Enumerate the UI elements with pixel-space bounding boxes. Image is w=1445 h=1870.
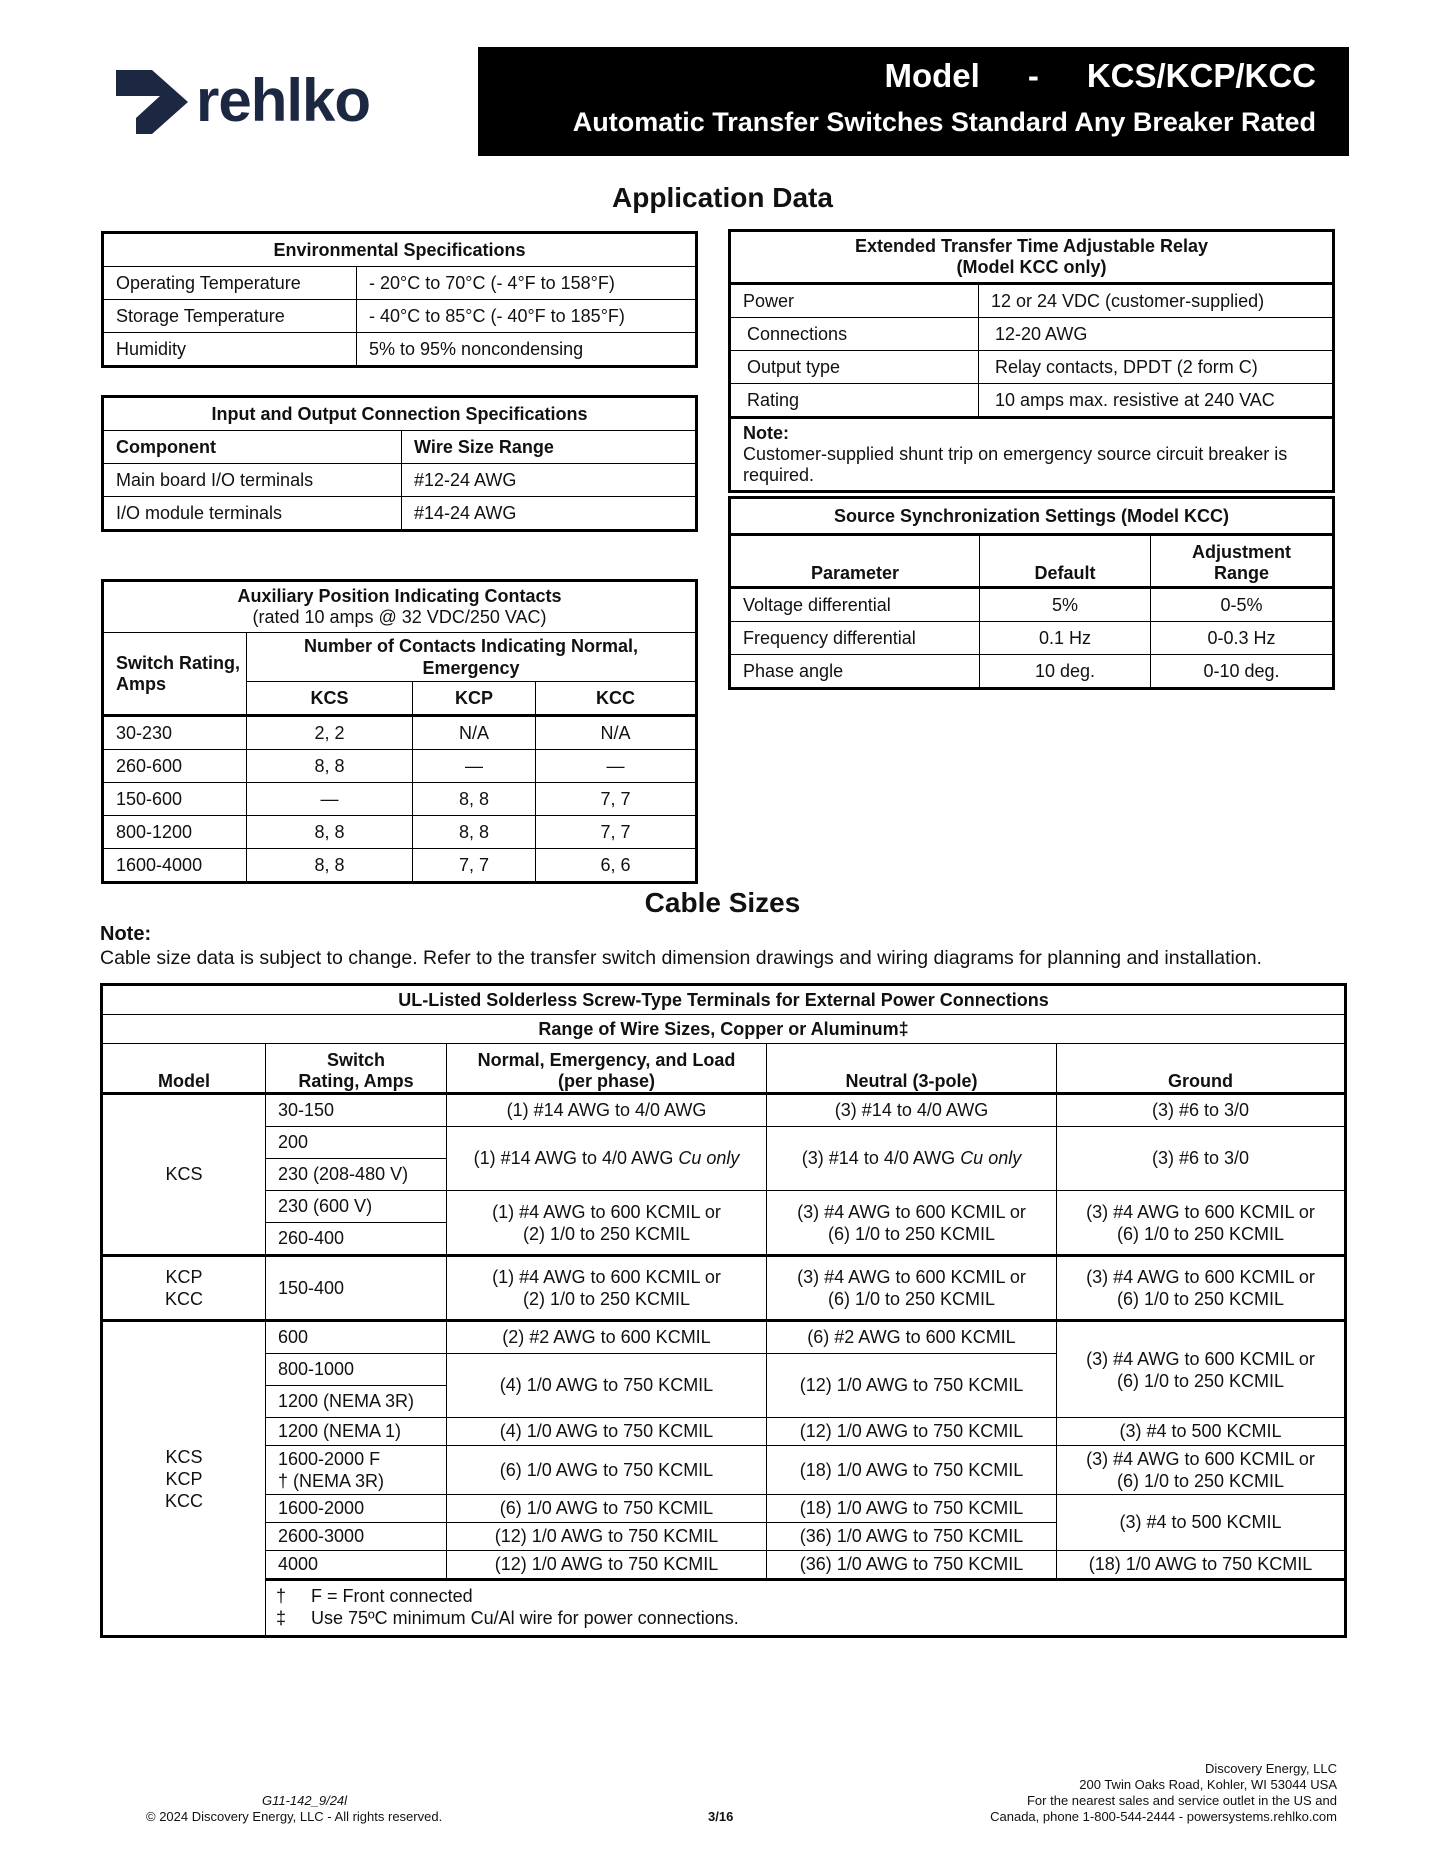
cable-neutral: (3) #4 AWG to 600 KCMIL or (6) 1/0 to 250 KCMIL <box>767 1191 1057 1256</box>
cable-rating: 1200 (NEMA 1) <box>266 1418 447 1446</box>
aux-contacts-table <box>101 579 698 884</box>
cable-rating: 1600-2000 F † (NEMA 3R) <box>266 1446 447 1495</box>
footnote: ‡ Use 75ºC minimum Cu/Al wire for power connections. <box>276 1608 739 1628</box>
relay-note <box>730 418 1334 492</box>
rehlko-logo-mark <box>112 66 192 138</box>
cable-rating: 4000 <box>266 1551 447 1580</box>
relay-title: Extended Transfer Time Adjustable Relay <box>854 236 1209 256</box>
cable-rating: 230 (600 V) <box>266 1191 447 1223</box>
cable-ground: (3) #4 AWG to 600 KCMIL or (6) 1/0 to 250 KCMIL <box>1057 1321 1346 1418</box>
cable-nel: (2) #2 AWG to 600 KCMIL <box>447 1321 767 1354</box>
cable-model: KCS KCP KCC <box>102 1321 266 1637</box>
cable-rating: 800-1000 <box>266 1354 447 1386</box>
table-row <box>102 1127 1346 1159</box>
relay-value: Relay contacts, DPDT (2 form C) <box>979 351 1334 384</box>
table-row <box>102 1191 1346 1223</box>
table-row <box>103 716 697 750</box>
header-subtitle: Automatic Transfer Switches Standard Any Breaker Rated <box>572 107 1316 137</box>
sync-header: Default <box>980 535 1151 588</box>
cable-rating: 30-150 <box>266 1094 447 1127</box>
aux-group-header: Number of Contacts Indicating Normal, Emergency <box>247 633 697 682</box>
env-label: Operating Temperature <box>103 267 357 300</box>
cable-neutral: (36) 1/0 AWG to 750 KCMIL <box>767 1523 1057 1551</box>
aux-cell: 8, 8 <box>247 750 413 783</box>
table-row <box>103 816 697 849</box>
cable-rating: 1600-2000 <box>266 1495 447 1523</box>
sync-cell: 0-0.3 Hz <box>1151 622 1334 655</box>
sync-cell: 10 deg. <box>980 655 1151 689</box>
table-row <box>103 750 697 783</box>
relay-title-sub: (Model KCC only) <box>956 257 1107 277</box>
table-row <box>102 1551 1346 1580</box>
aux-cell: 8, 8 <box>247 849 413 883</box>
env-title: Environmental Specifications <box>103 233 697 267</box>
io-header: Component <box>103 431 402 464</box>
footer-address: 200 Twin Oaks Road, Kohler, WI 53044 USA <box>1079 1777 1337 1792</box>
sync-title: Source Synchronization Settings (Model KCC) <box>730 498 1334 535</box>
cable-neutral: (3) #14 to 4/0 AWG Cu only <box>767 1127 1057 1191</box>
table-row <box>103 300 697 333</box>
io-header: Wire Size Range <box>402 431 697 464</box>
cable-neutral: (18) 1/0 AWG to 750 KCMIL <box>767 1495 1057 1523</box>
cable-nel: (1) #14 AWG to 4/0 AWG Cu only <box>447 1127 767 1191</box>
cable-header: Ground <box>1057 1044 1346 1094</box>
cable-note-text: Cable size data is subject to change. Refer to the transfer switch dimension drawings and wiring diagrams for planning and installation. <box>100 947 1262 969</box>
table-header-row <box>730 535 1334 588</box>
footer-contact <box>990 1761 1337 1825</box>
cable-neutral: (36) 1/0 AWG to 750 KCMIL <box>767 1551 1057 1580</box>
brand-logo-text: rehlko <box>196 67 371 134</box>
io-title: Input and Output Connection Specifications <box>103 397 697 431</box>
aux-cell: — <box>536 750 697 783</box>
table-header-row <box>102 1044 1346 1094</box>
aux-title: Auxiliary Position Indicating Contacts <box>237 586 562 606</box>
io-cell: Main board I/O terminals <box>103 464 402 497</box>
cable-ground: (3) #4 AWG to 600 KCMIL or (6) 1/0 to 250 KCMIL <box>1057 1446 1346 1495</box>
cable-model: KCS <box>102 1094 266 1256</box>
aux-cell: N/A <box>413 716 536 750</box>
relay-table <box>728 229 1335 493</box>
cable-ground: (3) #4 AWG to 600 KCMIL or (6) 1/0 to 250 KCMIL <box>1057 1256 1346 1321</box>
cable-header: Switch Rating, Amps <box>266 1044 447 1094</box>
page-number: 3/16 <box>708 1809 734 1824</box>
environmental-spec-table <box>101 231 698 368</box>
cable-ground: (3) #4 to 500 KCMIL <box>1057 1495 1346 1551</box>
cable-ground: (3) #6 to 3/0 <box>1057 1127 1346 1191</box>
table-row <box>103 849 697 883</box>
aux-cell: 8, 8 <box>247 816 413 849</box>
footer-contact-line: Canada, phone 1-800-544-2444 - powersystems.rehlko.com <box>990 1809 1337 1824</box>
cable-neutral: (12) 1/0 AWG to 750 KCMIL <box>767 1418 1057 1446</box>
aux-cell: N/A <box>536 716 697 750</box>
sync-cell: 0-5% <box>1151 588 1334 622</box>
aux-cell: 2, 2 <box>247 716 413 750</box>
io-cell: #14-24 AWG <box>402 497 697 531</box>
application-data-title: Application Data <box>612 182 833 213</box>
aux-caption <box>103 581 697 633</box>
aux-switch-header: Switch Rating, Amps <box>103 633 247 716</box>
cable-rating: 2600-3000 <box>266 1523 447 1551</box>
aux-cell: 8, 8 <box>413 816 536 849</box>
aux-cell: 6, 6 <box>536 849 697 883</box>
table-row <box>103 267 697 300</box>
footer-contact-line: For the nearest sales and service outlet in the US and <box>1026 1793 1337 1808</box>
table-row <box>102 1094 1346 1127</box>
table-row <box>102 1321 1346 1354</box>
aux-cell: 800-1200 <box>103 816 247 849</box>
table-row <box>102 1495 1346 1523</box>
table-row <box>103 783 697 816</box>
cable-neutral: (18) 1/0 AWG to 750 KCMIL <box>767 1446 1057 1495</box>
relay-label: Output type <box>730 351 979 384</box>
cable-size-table <box>100 983 1347 1638</box>
env-label: Humidity <box>103 333 357 367</box>
cable-ground: (3) #4 to 500 KCMIL <box>1057 1418 1346 1446</box>
aux-cell: 7, 7 <box>413 849 536 883</box>
table-row <box>730 351 1334 384</box>
relay-note-text: Customer-supplied shunt trip on emergency source circuit breaker is required. <box>743 444 1288 485</box>
sync-cell: Phase angle <box>730 655 980 689</box>
cable-nel: (4) 1/0 AWG to 750 KCMIL <box>447 1354 767 1418</box>
cable-subtitle: Range of Wire Sizes, Copper or Aluminum‡ <box>102 1015 1346 1044</box>
aux-cell: 7, 7 <box>536 783 697 816</box>
aux-cell: 260-600 <box>103 750 247 783</box>
aux-cell: 1600-4000 <box>103 849 247 883</box>
cable-nel: (1) #4 AWG to 600 KCMIL or (2) 1/0 to 250 KCMIL <box>447 1256 767 1321</box>
table-row <box>103 497 697 531</box>
table-row <box>102 1256 1346 1321</box>
env-value: - 20°C to 70°C (- 4°F to 158°F) <box>357 267 697 300</box>
cable-sizes-title: Cable Sizes <box>644 887 801 918</box>
relay-caption <box>730 231 1334 284</box>
aux-subtitle: (rated 10 amps @ 32 VDC/250 VAC) <box>252 607 547 627</box>
cable-ground: (3) #6 to 3/0 <box>1057 1094 1346 1127</box>
relay-label: Power <box>730 284 979 318</box>
io-cell: #12-24 AWG <box>402 464 697 497</box>
env-label: Storage Temperature <box>103 300 357 333</box>
copyright: © 2024 Discovery Energy, LLC - All rights reserved. <box>146 1809 443 1824</box>
cable-model: KCP KCC <box>102 1256 266 1321</box>
aux-cell: — <box>247 783 413 816</box>
cable-rating: 150-400 <box>266 1256 447 1321</box>
sync-cell: 0.1 Hz <box>980 622 1151 655</box>
aux-cell: 150-600 <box>103 783 247 816</box>
footnote: † F = Front connected <box>276 1586 473 1606</box>
footer-company: Discovery Energy, LLC <box>1205 1761 1337 1776</box>
table-row <box>730 588 1334 622</box>
cable-rating: 260-400 <box>266 1223 447 1256</box>
sync-cell: Frequency differential <box>730 622 980 655</box>
cable-rating: 1200 (NEMA 3R) <box>266 1386 447 1418</box>
cable-nel: (1) #4 AWG to 600 KCMIL or (2) 1/0 to 250 KCMIL <box>447 1191 767 1256</box>
cable-rating: 230 (208-480 V) <box>266 1159 447 1191</box>
model-label: Model <box>884 57 980 94</box>
table-row <box>730 622 1334 655</box>
cable-rating: 200 <box>266 1127 447 1159</box>
aux-col-kcc: KCC <box>536 682 697 716</box>
relay-value: 12 or 24 VDC (customer-supplied) <box>979 284 1334 318</box>
model-dash: - <box>1027 57 1039 94</box>
env-value: - 40°C to 85°C (- 40°F to 185°F) <box>357 300 697 333</box>
cable-header: Model <box>102 1044 266 1094</box>
table-header-row <box>103 431 697 464</box>
cable-nel: (12) 1/0 AWG to 750 KCMIL <box>447 1523 767 1551</box>
cable-note-label: Note: <box>100 923 152 945</box>
table-row <box>730 284 1334 318</box>
relay-note-label: Note: <box>743 423 789 443</box>
relay-label: Rating <box>730 384 979 418</box>
relay-value: 12-20 AWG <box>979 318 1334 351</box>
cable-neutral: (3) #4 AWG to 600 KCMIL or (6) 1/0 to 250 KCMIL <box>767 1256 1057 1321</box>
table-row <box>103 464 697 497</box>
sync-cell: 5% <box>980 588 1151 622</box>
cable-nel: (4) 1/0 AWG to 750 KCMIL <box>447 1418 767 1446</box>
cable-nel: (6) 1/0 AWG to 750 KCMIL <box>447 1495 767 1523</box>
sync-cell: Voltage differential <box>730 588 980 622</box>
cable-header: Neutral (3-pole) <box>767 1044 1057 1094</box>
io-cell: I/O module terminals <box>103 497 402 531</box>
relay-value: 10 amps max. resistive at 240 VAC <box>979 384 1334 418</box>
aux-cell: 8, 8 <box>413 783 536 816</box>
table-row <box>102 1418 1346 1446</box>
sync-header: Parameter <box>730 535 980 588</box>
table-row <box>102 1446 1346 1495</box>
model-line <box>884 57 1316 95</box>
aux-cell: 30-230 <box>103 716 247 750</box>
cable-neutral: (3) #14 to 4/0 AWG <box>767 1094 1057 1127</box>
aux-cell: 7, 7 <box>536 816 697 849</box>
cable-header: Normal, Emergency, and Load (per phase) <box>447 1044 767 1094</box>
aux-col-kcp: KCP <box>413 682 536 716</box>
header-bar <box>478 47 1349 156</box>
table-row <box>730 384 1334 418</box>
cable-nel: (6) 1/0 AWG to 750 KCMIL <box>447 1446 767 1495</box>
sync-header: Adjustment Range <box>1151 535 1334 588</box>
cable-title: UL-Listed Solderless Screw-Type Terminals for External Power Connections <box>102 985 1346 1015</box>
io-connection-table <box>101 395 698 532</box>
aux-col-kcs: KCS <box>247 682 413 716</box>
cable-ground: (18) 1/0 AWG to 750 KCMIL <box>1057 1551 1346 1580</box>
cable-rating: 600 <box>266 1321 447 1354</box>
cable-ground: (3) #4 AWG to 600 KCMIL or (6) 1/0 to 250 KCMIL <box>1057 1191 1346 1256</box>
env-value: 5% to 95% noncondensing <box>357 333 697 367</box>
cable-neutral: (12) 1/0 AWG to 750 KCMIL <box>767 1354 1057 1418</box>
doc-code: G11-142_9/24l <box>262 1793 348 1808</box>
relay-label: Connections <box>730 318 979 351</box>
cable-footnotes <box>266 1580 1346 1637</box>
model-value: KCS/KCP/KCC <box>1086 57 1316 94</box>
cable-nel: (1) #14 AWG to 4/0 AWG <box>447 1094 767 1127</box>
cable-neutral: (6) #2 AWG to 600 KCMIL <box>767 1321 1057 1354</box>
cable-nel: (12) 1/0 AWG to 750 KCMIL <box>447 1551 767 1580</box>
table-row <box>103 333 697 367</box>
sync-settings-table <box>728 496 1335 690</box>
table-row <box>730 318 1334 351</box>
table-row <box>730 655 1334 689</box>
sync-cell: 0-10 deg. <box>1151 655 1334 689</box>
aux-cell: — <box>413 750 536 783</box>
